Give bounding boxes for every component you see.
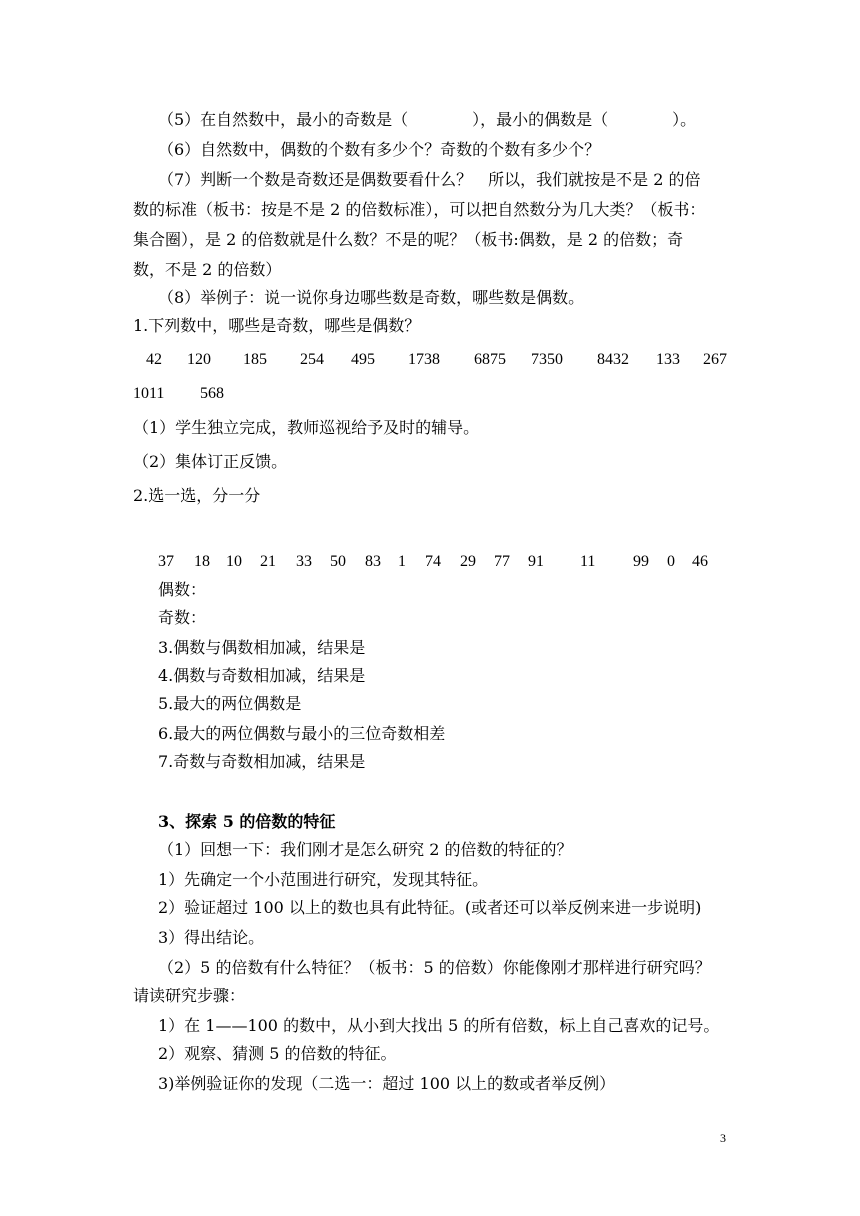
page-number: 3 xyxy=(720,1131,726,1145)
number-item: 50 xyxy=(330,553,346,570)
question-7-line-2: 数的标准（板书：按是不是 2 的倍数标准），可以把自然数分为几大类？（板书： xyxy=(133,200,706,219)
exercise-6: 6.最大的两位偶数与最小的三位奇数相差 xyxy=(158,724,446,743)
number-item: 1 xyxy=(398,553,406,570)
section-3-item-1: （1）回想一下：我们刚才是怎么研究 2 的倍数的特征的？ xyxy=(158,840,573,859)
number-item: 568 xyxy=(200,385,224,402)
section-3-item-2: （2）5 的倍数有什么特征？（板书：5 的倍数）你能像刚才那样进行研究吗？ xyxy=(158,958,711,977)
number-item: 74 xyxy=(425,553,441,570)
exercise-1-step-1: （1）学生独立完成，教师巡视给予及时的辅导。 xyxy=(133,418,480,437)
number-item: 1738 xyxy=(408,351,440,368)
number-item: 120 xyxy=(187,351,211,368)
number-item: 77 xyxy=(494,553,510,570)
number-item: 21 xyxy=(260,553,276,570)
number-item: 185 xyxy=(243,351,267,368)
section-3-item-1b: 2）验证超过 100 以上的数也具有此特征。(或者还可以举反例来进一步说明) xyxy=(158,898,702,917)
number-item: 7350 xyxy=(531,351,563,368)
exercise-4: 4.偶数与奇数相加减，结果是 xyxy=(158,666,366,685)
question-7-line-1: （7）判断一个数是奇数还是偶数要看什么？ 所以，我们就按是不是 2 的倍 xyxy=(158,170,701,189)
number-item: 1011 xyxy=(133,385,165,402)
section-3-step-2: 2）观察、猜测 5 的倍数的特征。 xyxy=(158,1044,397,1063)
question-5: （5）在自然数中，最小的奇数是（ ），最小的偶数是（ ）。 xyxy=(158,110,697,129)
number-item: 18 xyxy=(194,553,210,570)
exercise-1-step-2: （2）集体订正反馈。 xyxy=(133,452,288,471)
number-item: 91 xyxy=(528,553,544,570)
number-item: 83 xyxy=(365,553,381,570)
question-7-line-4: 数，不是 2 的倍数） xyxy=(133,260,282,279)
question-8: （8）举例子：说一说你身边哪些数是奇数，哪些数是偶数。 xyxy=(158,288,585,307)
number-item: 0 xyxy=(667,553,675,570)
number-item: 133 xyxy=(656,351,680,368)
question-6: （6）自然数中，偶数的个数有多少个？奇数的个数有多少个？ xyxy=(158,140,601,159)
number-item: 33 xyxy=(296,553,312,570)
number-item: 267 xyxy=(703,351,727,368)
number-item: 8432 xyxy=(597,351,629,368)
number-item: 42 xyxy=(146,351,162,368)
section-3-heading: 3、探索 5 的倍数的特征 xyxy=(158,812,336,831)
exercise-7: 7.奇数与奇数相加减，结果是 xyxy=(158,752,366,771)
section-3-item-1a: 1）先确定一个小范围进行研究，发现其特征。 xyxy=(158,870,489,889)
exercise-2-heading: 2.选一选，分一分 xyxy=(133,486,261,505)
odd-label: 奇数： xyxy=(158,608,207,627)
number-item: 46 xyxy=(692,553,708,570)
section-3-item-2-steps-label: 请读研究步骤： xyxy=(133,986,246,1005)
number-item: 29 xyxy=(460,553,476,570)
number-item: 37 xyxy=(158,553,174,570)
even-label: 偶数： xyxy=(158,580,207,599)
exercise-1-heading: 1.下列数中，哪些是奇数，哪些是偶数？ xyxy=(133,316,421,335)
number-item: 10 xyxy=(226,553,242,570)
section-3-step-3: 3)举例验证你的发现（二选一：超过 100 以上的数或者举反例） xyxy=(158,1074,616,1093)
number-item: 254 xyxy=(300,351,324,368)
question-7-line-3: 集合圈），是 2 的倍数就是什么数？不是的呢？（板书:偶数，是 2 的倍数；奇 xyxy=(133,230,684,249)
number-item: 495 xyxy=(351,351,375,368)
number-item: 99 xyxy=(633,553,649,570)
exercise-5: 5.最大的两位偶数是 xyxy=(158,694,302,713)
number-item: 6875 xyxy=(474,351,506,368)
section-3-step-1: 1）在 1——100 的数中，从小到大找出 5 的所有倍数，标上自己喜欢的记号。 xyxy=(158,1016,720,1035)
number-item: 11 xyxy=(580,553,596,570)
exercise-3: 3.偶数与偶数相加减，结果是 xyxy=(158,638,366,657)
section-3-item-1c: 3）得出结论。 xyxy=(158,928,265,947)
